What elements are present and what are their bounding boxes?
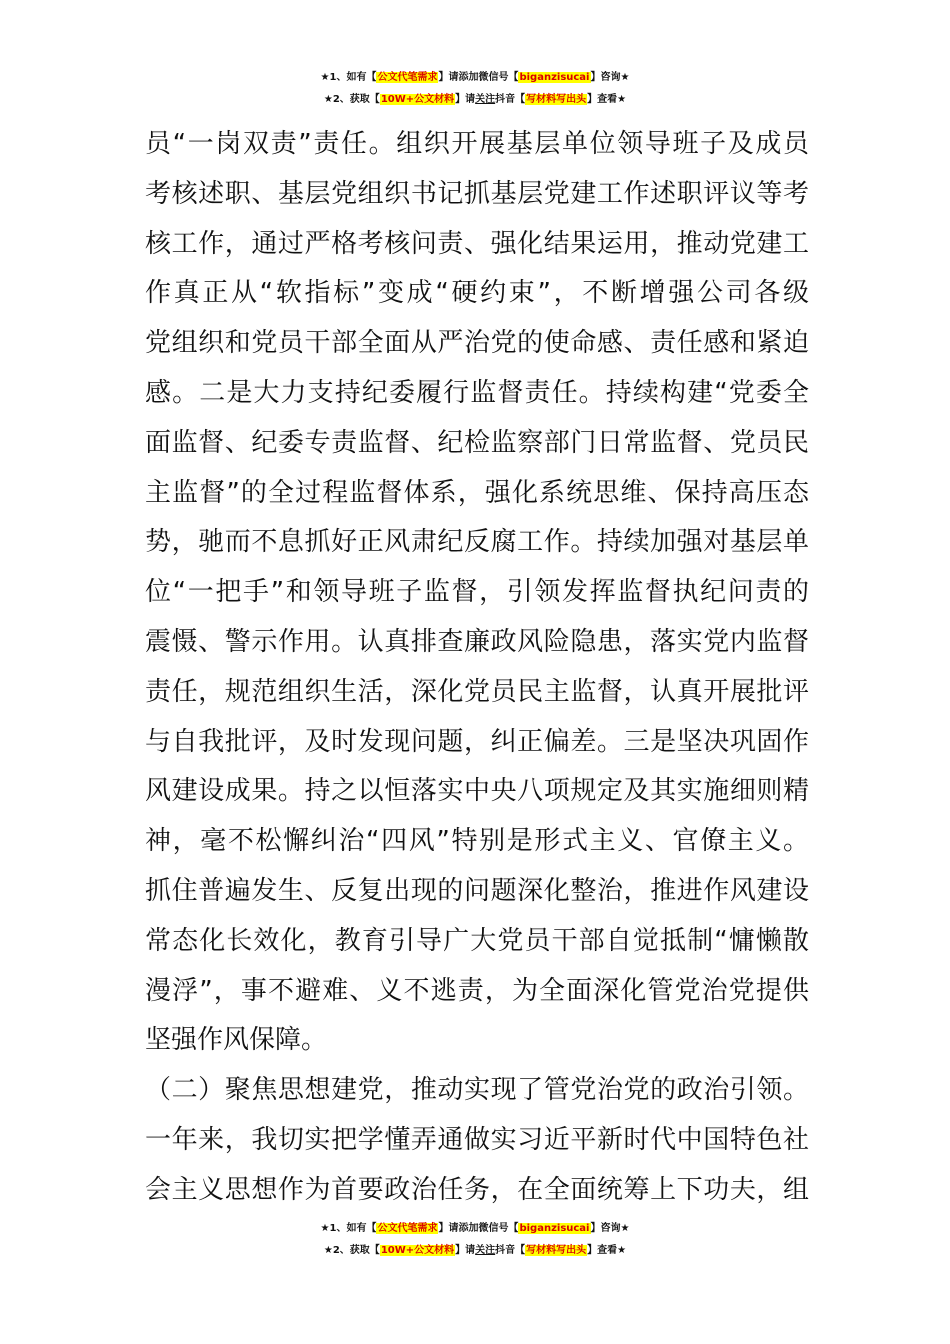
body-line: 常态化长效化，教育引导广大党员干部自觉抵制“慵懒散 (145, 925, 809, 956)
banner-text: 】查看★ (587, 94, 627, 105)
banner-text: 关注 (475, 94, 496, 105)
body-line: 会主义思想作为首要政治任务，在全面统筹上下功夫，组 (145, 1174, 809, 1205)
body-line: 与自我批评，及时发现问题，纠正偏差。三是坚决巩固作 (145, 726, 809, 757)
banner-text: 微信号【 (478, 72, 519, 83)
body-line: 势，驰而不息抓好正风肃纪反腐工作。持续加强对基层单 (145, 527, 809, 558)
banner-text: 加 (468, 1223, 479, 1234)
body-line: 面监督、纪委专责监督、纪检监察部门日常监督、党员民 (145, 427, 809, 458)
body-line: 员“一岗双责”责任。组织开展基层单位领导班子及成员 (145, 129, 809, 159)
highlight-douyin: 写材料写出头 (526, 1245, 587, 1256)
body-line: 神，毫不松懈纠治“四风”特别是形式主义、官僚主义。 (145, 826, 809, 857)
banner-text: 加 (468, 72, 479, 83)
body-line: 坚强作风保障。 (145, 1025, 328, 1056)
highlight-materials: 10W+公文材料 (380, 1245, 455, 1256)
banner-text: 】咨询★ (590, 72, 630, 83)
banner-line-2 (0, 89, 950, 111)
highlight-douyin: 写材料写出头 (526, 94, 587, 105)
banner-text: 抖音【 (495, 94, 526, 105)
body-line: 感。二是大力支持纪委履行监督责任。持续构建“党委全 (145, 377, 809, 408)
body-line: 漫浮”，事不避难、义不逃责，为全面深化管党治党提供 (145, 975, 809, 1006)
highlight-service: 公文代笔需求 (377, 1223, 438, 1234)
body-line: 核工作，通过严格考核问责、强化结果运用，推动党建工 (145, 228, 809, 259)
banner-line-1 (0, 67, 950, 89)
banner-text: ★1、如有【 (320, 72, 377, 83)
banner-text: 关注 (475, 1245, 496, 1256)
footer-banner (0, 1218, 950, 1262)
body-line: 党组织和党员干部全面从严治党的使命感、责任感和紧迫 (145, 328, 809, 359)
banner-line-2 (0, 1240, 950, 1262)
header-banner (0, 67, 950, 111)
body-line: 主监督”的全过程监督体系，强化系统思维、保持高压态 (145, 477, 809, 508)
banner-text: 】请添 (438, 72, 469, 83)
banner-text: ★2、获取【 (323, 94, 380, 105)
banner-text: ★2、获取【 (323, 1245, 380, 1256)
banner-text: ★1、如有【 (320, 1223, 377, 1234)
body-line: 责任，规范组织生活，深化党员民主监督，认真开展批评 (145, 676, 809, 707)
section-heading: （二）聚焦思想建党，推动实现了管党治党的政治引领。 (145, 1075, 809, 1106)
highlight-wechat-id: biganzisucai (519, 72, 590, 83)
body-line: 作真正从“软指标”变成“硬约束”，不断增强公司各级 (145, 278, 809, 309)
body-line: 抓住普遍发生、反复出现的问题深化整治，推进作风建设 (145, 875, 809, 906)
body-line: 考核述职、基层党组织书记抓基层党建工作述职评议等考 (145, 178, 809, 209)
highlight-wechat-id: biganzisucai (519, 1223, 590, 1234)
banner-text: 】请添 (438, 1223, 469, 1234)
highlight-service: 公文代笔需求 (377, 72, 438, 83)
banner-text: 微信号【 (478, 1223, 519, 1234)
document-body (145, 120, 809, 1216)
body-line: 一年来，我切实把学懂弄通做实习近平新时代中国特色社 (145, 1124, 809, 1155)
body-line: 震慑、警示作用。认真排查廉政风险隐患，落实党内监督 (145, 626, 809, 657)
banner-text: 】咨询★ (590, 1223, 630, 1234)
banner-text: 】查看★ (587, 1245, 627, 1256)
banner-text: 】请 (455, 1245, 476, 1256)
highlight-materials: 10W+公文材料 (380, 94, 455, 105)
banner-text: 抖音【 (495, 1245, 526, 1256)
body-line: 风建设成果。持之以恒落实中央八项规定及其实施细则精 (145, 776, 809, 807)
banner-text: 】请 (455, 94, 476, 105)
body-line: 位“一把手”和领导班子监督，引领发挥监督执纪问责的 (145, 577, 809, 608)
banner-line-1 (0, 1218, 950, 1240)
